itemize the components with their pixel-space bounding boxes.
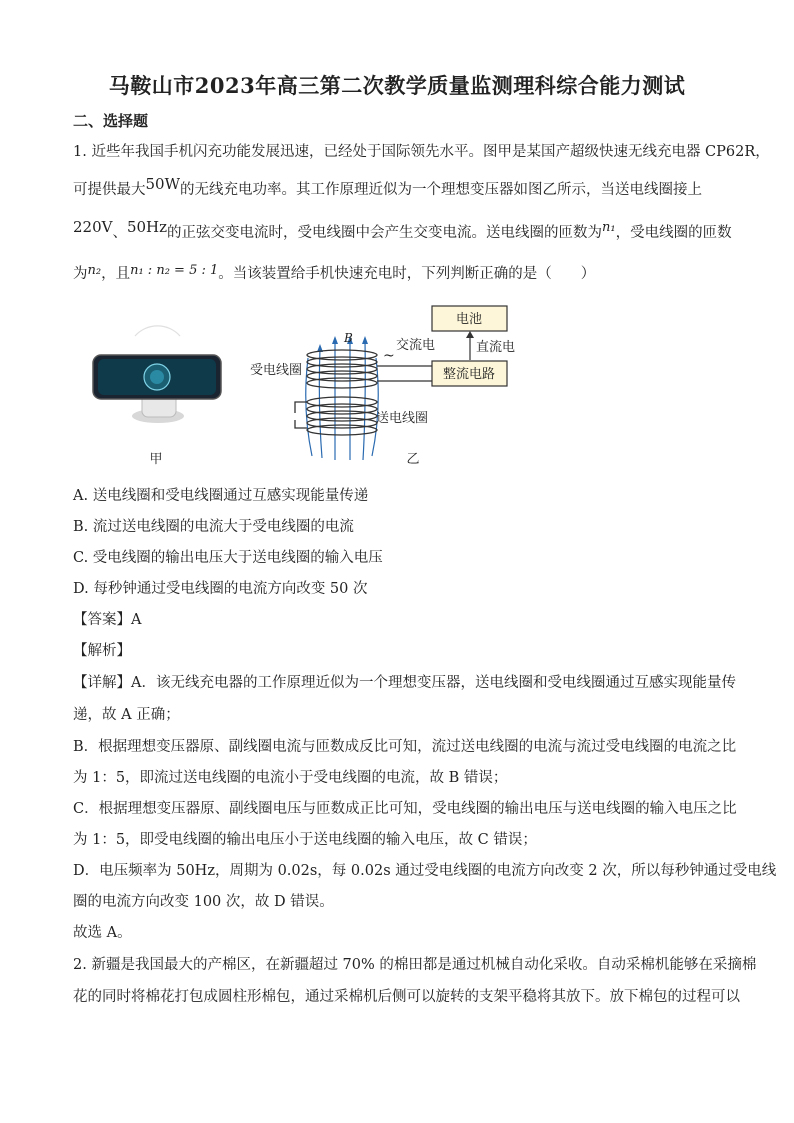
- detail-line: C．根据理想变压器原、副线圈电压与匝数成正比可知，受电线圈的输出电压与送电线圈的输入电压之比: [73, 801, 737, 817]
- n1-symbol: n₁: [602, 220, 616, 235]
- answer-line: 【答案】A: [73, 612, 142, 628]
- turns-ratio: n₁ : n₂ = 5 : 1: [130, 263, 219, 278]
- detail-line: 为 1：5，即受电线圈的输出电压小于送电线圈的输入电压，故 C 错误；: [73, 832, 537, 848]
- option-a: A. 送电线圈和受电线圈通过互感实现能量传递: [73, 488, 369, 504]
- detail-line: 为 1：5，即流过送电线圈的电流小于受电线圈的电流，故 B 错误；: [73, 770, 508, 786]
- charger-photo: [93, 326, 221, 423]
- detail-line: 圈的电流方向改变 100 次，故 D 错误。: [73, 894, 334, 910]
- voltage-value: 220V: [73, 218, 113, 236]
- detail-line: 【详解】A．该无线充电器的工作原理近似为一个理想变压器，送电线圈和受电线圈通过互感实现能量传: [73, 675, 736, 691]
- ac-label: 交流电: [396, 337, 436, 352]
- option-d: D. 每秒钟通过受电线圈的电流方向改变 50 次: [73, 581, 368, 597]
- figure-yi-label: 乙: [406, 452, 420, 467]
- battery-box-label: 电池: [455, 311, 483, 326]
- q1-line-3: 220V、50Hz的正弦交变电流时，受电线圈中会产生交变电流。送电线圈的匝数为n₁，受电线圈的匝数: [73, 218, 732, 241]
- rectifier-box-label: 整流电路: [442, 366, 496, 381]
- coil-diagram: [295, 306, 507, 460]
- q1-line-2: 可提供最大50W的无线充电功率。其工作原理近似为一个理想变压器如图乙所示，当送电线圈接上: [73, 175, 703, 198]
- dc-label: 直流电: [476, 339, 516, 354]
- q1-figure: [80, 298, 540, 468]
- magnetic-field-label: B: [344, 331, 353, 345]
- detail-line: B．根据理想变压器原、副线圈电流与匝数成反比可知，流过送电线圈的电流与流过受电线圈的电流之比: [73, 739, 737, 755]
- figure-jia-label: 甲: [149, 452, 163, 467]
- sending-coil-label: 送电线圈: [376, 410, 429, 425]
- section-heading: 二、选择题: [73, 112, 149, 130]
- q2-line-1: 2. 新疆是我国最大的产棉区，在新疆超过 70% 的棉田都是通过机械自动化采收。自动采棉机能够在采摘棉: [73, 957, 757, 973]
- conclusion-line: 故选 A。: [73, 925, 132, 941]
- detail-line: D．电压频率为 50Hz，周期为 0.02s，每 0.02s 通过受电线圈的电流方向改变 2 次，所以每秒钟通过受电线: [73, 863, 777, 879]
- frequency-value: 50Hz: [126, 218, 168, 236]
- q2-line-2: 花的同时将棉花打包成圆柱形棉包，通过采棉机后侧可以旋转的支架平稳将其放下。放下棉包的过程可以: [73, 989, 740, 1005]
- option-b: B. 流过送电线圈的电流大于受电线圈的电流: [73, 519, 354, 535]
- ac-tilde: ~: [383, 348, 395, 364]
- page-title: 马鞍山市2023年高三第二次教学质量监测理科综合能力测试: [108, 73, 686, 98]
- receiving-coil-label: 受电线圈: [250, 362, 303, 377]
- q1-line-1: 1. 近些年我国手机闪充功能发展迅速，已经处于国际领先水平。图甲是某国产超级快速无线充电器 CP62R，: [73, 144, 770, 160]
- n2-symbol: n₂: [87, 263, 102, 278]
- option-c: C. 受电线圈的输出电压大于送电线圈的输入电压: [73, 550, 383, 566]
- detail-line: 递，故 A 正确；: [73, 707, 180, 723]
- q1-line-4: 为n₂，且n₁ : n₂ = 5 : 1。当该装置给手机快速充电时，下列判断正确的是（ ）: [73, 263, 596, 282]
- analysis-heading: 【解析】: [73, 643, 131, 659]
- power-value: 50W: [145, 175, 181, 193]
